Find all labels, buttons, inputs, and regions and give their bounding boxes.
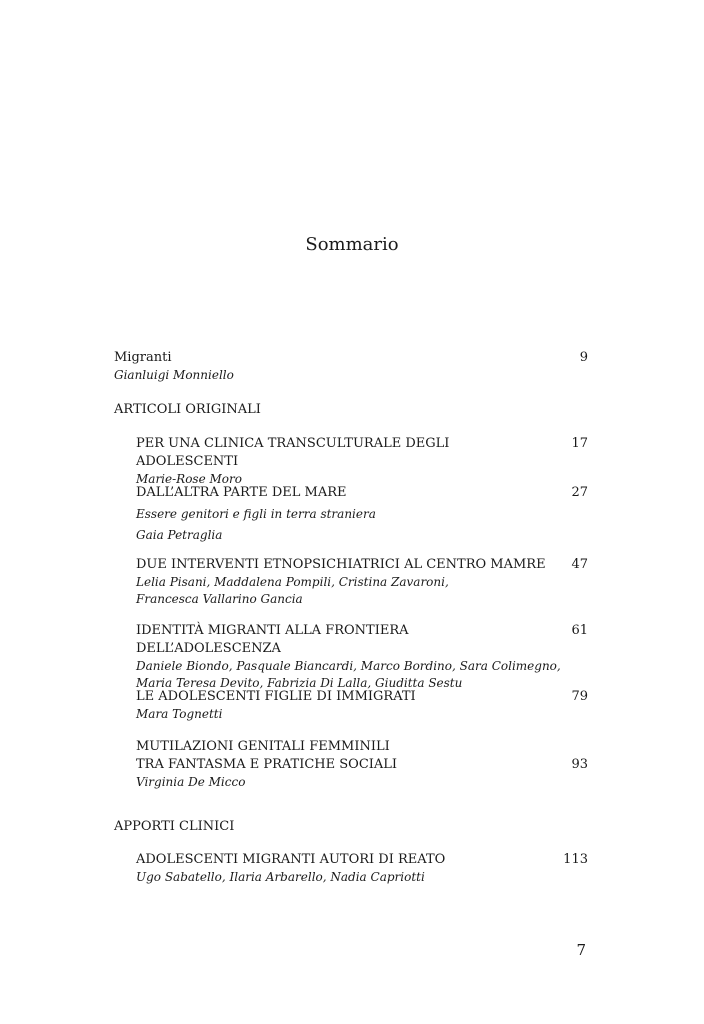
entry-page: 79 [571, 689, 588, 704]
entry-title: Migranti [114, 350, 172, 365]
entry-author: Gaia Petraglia [136, 528, 223, 542]
entry-title: TRA FANTASMA E PRATICHE SOCIALI [136, 757, 398, 772]
entry-page: 47 [571, 557, 588, 572]
entry-title: PER UNA CLINICA TRANSCULTURALE DEGLI ADOLESCENTI [136, 436, 450, 469]
entry-author: Ugo Sabatello, Ilaria Arbarello, Nadia Capriotti [136, 870, 425, 884]
page-title: Sommario [305, 234, 399, 255]
entry-page: 27 [571, 485, 588, 500]
toc-entry [136, 435, 588, 488]
entry-title-row [136, 556, 588, 574]
entry-author: Virginia De Micco [136, 775, 246, 789]
entry-title: LE ADOLESCENTI FIGLIE DI IMMIGRATI [136, 689, 416, 704]
toc-entry [136, 556, 588, 608]
section-heading-apporti: APPORTI CLINICI [114, 819, 235, 834]
entry-title-row [114, 349, 588, 367]
entry-title-row [136, 738, 588, 756]
toc-entry [136, 738, 588, 791]
entry-page: 17 [571, 436, 588, 451]
entry-title: DALL’ALTRA PARTE DEL MARE [136, 485, 347, 500]
entry-title: DUE INTERVENTI ETNOPSICHIATRICI AL CENTRO MAMRE [136, 557, 546, 572]
toc-entry [136, 851, 588, 886]
entry-title-row [136, 851, 588, 869]
entry-title-row [136, 622, 588, 658]
toc-entry [136, 688, 588, 723]
entry-title-row [136, 484, 588, 502]
entry-page: 93 [571, 757, 588, 772]
entry-title-row [136, 688, 588, 706]
entry-author: Francesca Vallarino Gancia [136, 592, 303, 606]
toc-entry [136, 622, 588, 692]
entry-title: MUTILAZIONI GENITALI FEMMINILI [136, 739, 390, 754]
entry-author: Lelia Pisani, Maddalena Pompili, Cristina Zavaroni, [136, 575, 449, 589]
entry-page: 61 [571, 623, 588, 638]
entry-author: Maria Teresa Devito, Fabrizia Di Lalla, Giuditta Sestu [136, 676, 463, 690]
page-number: 7 [576, 941, 586, 959]
toc-entry-migranti [114, 349, 588, 384]
entry-author: Gianluigi Monniello [114, 368, 234, 382]
entry-title: IDENTITÀ MIGRANTI ALLA FRONTIERA DELL’ADOLESCENZA [136, 623, 409, 656]
entry-title-row [136, 435, 588, 471]
entry-author: Mara Tognetti [136, 707, 223, 721]
entry-subtitle: Essere genitori e figli in terra straniera [136, 507, 376, 521]
entry-author: Daniele Biondo, Pasquale Biancardi, Marco Bordino, Sara Colimegno, [136, 659, 561, 673]
entry-page: 9 [579, 350, 588, 365]
entry-author: Marie-Rose Moro [136, 472, 242, 486]
toc-entry [136, 484, 588, 544]
entry-title-row [136, 756, 588, 774]
entry-title: ADOLESCENTI MIGRANTI AUTORI DI REATO [136, 852, 446, 867]
entry-page: 113 [563, 852, 588, 867]
section-heading-articoli: ARTICOLI ORIGINALI [114, 402, 261, 417]
